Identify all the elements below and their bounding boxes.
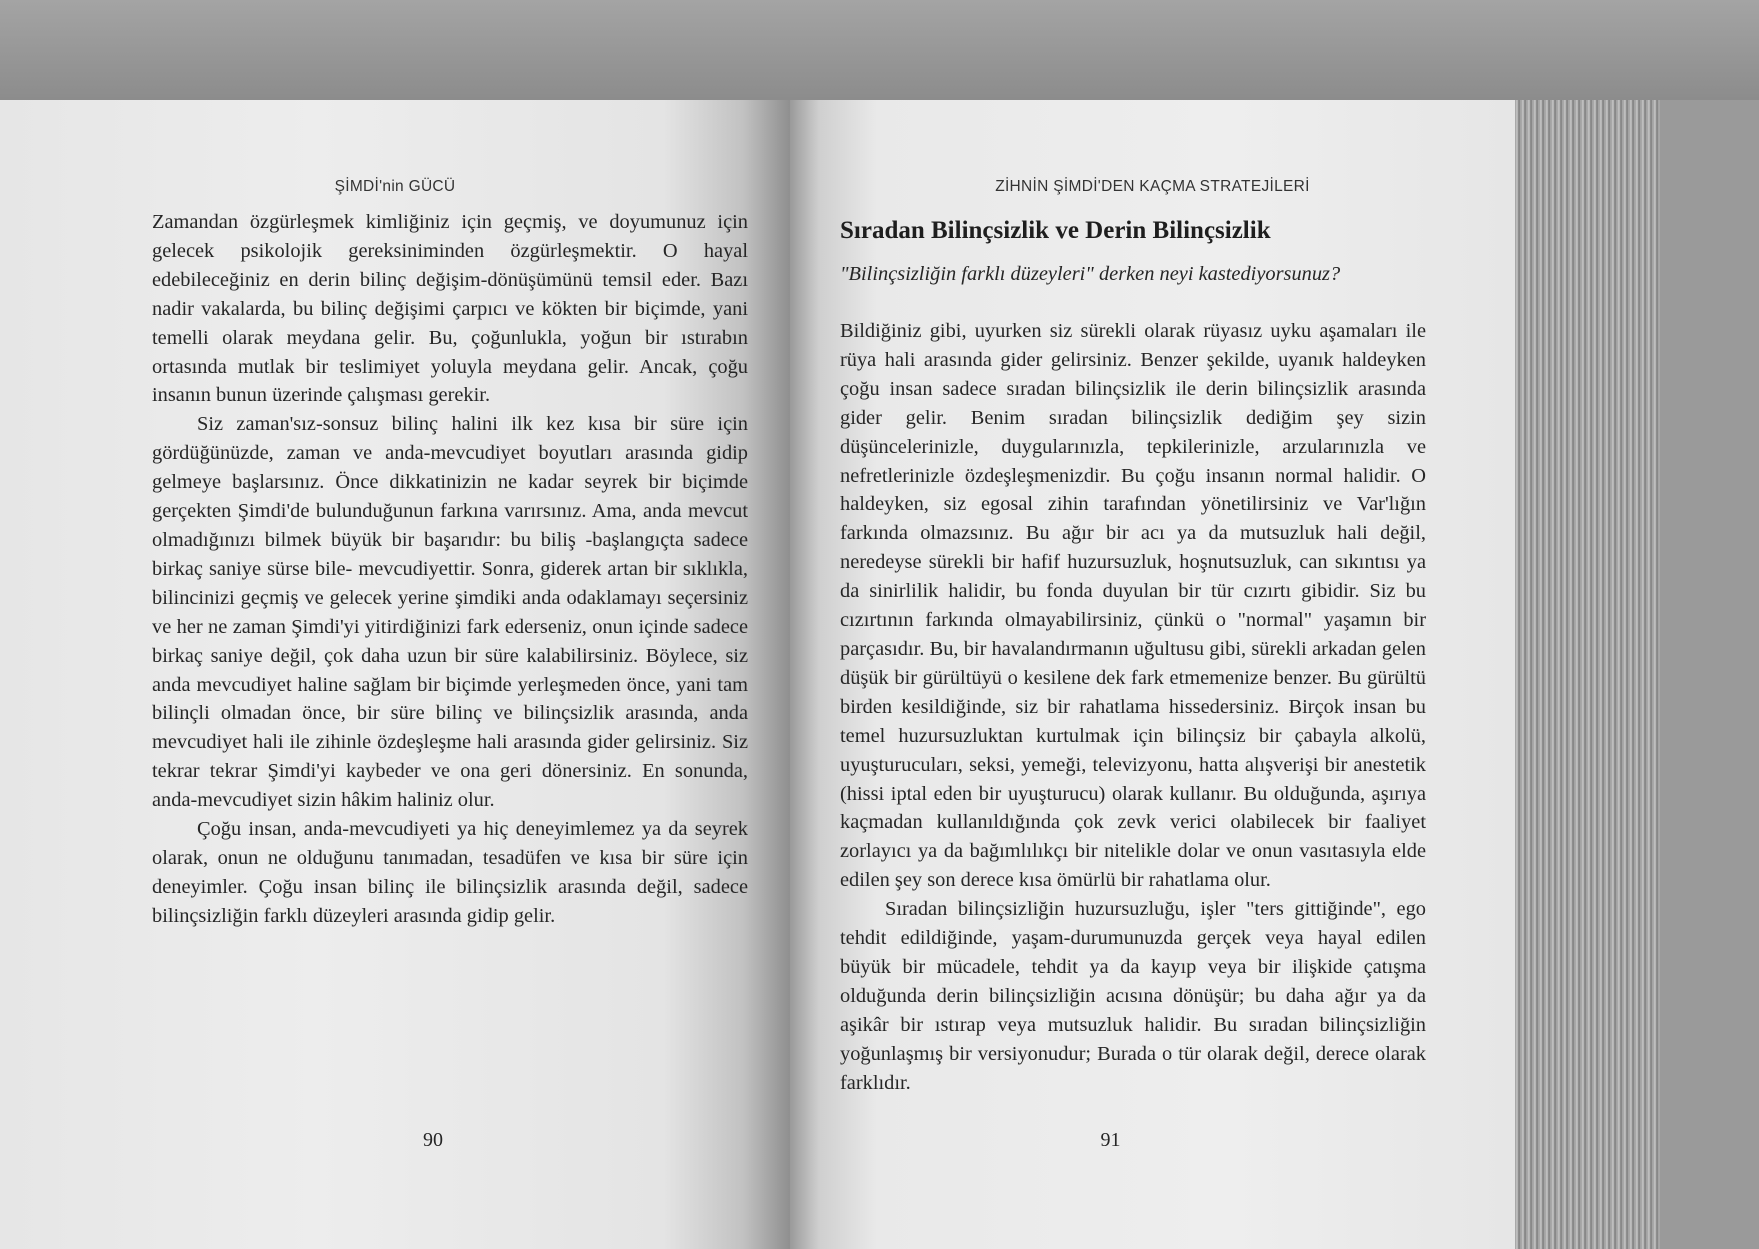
section-title: Sıradan Bilinçsizlik ve Derin Bilinçsizlik xyxy=(840,217,1271,244)
paragraph: Zamandan özgürleşmek kimliğiniz için geçmiş, ve doyumunuz için gelecek psikolojik gereksiniminden özgürleşmektir. O hayal edebileceğiniz en derin bilinç değişim-dönüşümünü temsil eder. Bazı nadir vakalarda, bu bilinç değişimi çarpıcı ve kökten bir biçimde, yani temelli olarak meydana gelir. Bu, çoğunlukla, yoğun bir ıstırabın ortasında mutlak bir teslimiyet yoluyla meydana gelir. Ancak, çoğu insanın bunun üzerinde çalışması gerekir. xyxy=(152,211,748,407)
paragraph: Siz zaman'sız-sonsuz bilinç halini ilk kez kısa bir süre için gördüğünüzde, zaman ve anda-mevcudiyet boyutları arasında gidip gelmeye başlarsınız. Önce dikkatinizin ne kadar seyrek bir biçimde gerçekten Şimdi'de bulunduğunun farkına varırsınız. Ama, anda mevcut olmadığınızı bilmek büyük bir başarıdır: bu biliş -başlangıçta sadece birkaç saniye sürse bile- mevcudiyettir. Sonra, giderek artan bir sıklıkla, bilincinizi geçmiş ve gelecek yerine şimdiki anda odaklamayı seçersiniz ve her ne zaman Şimdi'yi yitirdiğinizi fark ederseniz, onun içinde sadece birkaç saniye değil, çok daha uzun bir süre kalabilirsiniz. Böylece, siz anda mevcudiyet haline sağlam bir biçimde yerleşmeden önce, yani tam bilinçli olmadan önce, bir süre bilinç ve bilinçsizlik arasında, anda mevcudiyet hali ile zihinle özdeşleşme hali arasında gider gelirsiniz. Siz tekrar tekrar Şimdi'yi kaybeder ve ona geri dönersiniz. En sonunda, anda-mevcudiyet sizin hâkim haliniz olur. xyxy=(152,413,748,812)
page-number-left: 90 xyxy=(423,1129,443,1151)
paragraph: Sıradan bilinçsizliğin huzursuzluğu, işler "ters gittiğinde", ego tehdit edildiğinde, yaşam-durumunuzda gerçek veya hayal edilen büyük bir mücadele, tehdit ya da kayıp veya bir ilişkide çatışma olduğunda derin bilinçsizliğin acısına dönüşür; bu daha ağır ya da aşikâr bir ıstırap veya mutsuzluk halidir. Bu sıradan bilinçsizliğin yoğunlaşmış bir versiyonudur; Burada o tür olarak değil, derece olarak farklıdır. xyxy=(840,898,1426,1094)
running-head-left: ŞİMDİ'nin GÜCÜ xyxy=(334,178,456,195)
paragraph: Bildiğiniz gibi, uyurken siz sürekli olarak rüyasız uyku aşamaları ile rüya hali arasında gider gelirsiniz. Benzer şekilde, uyanık haldeyken çoğu insan sadece sıradan bilinçsizlik ile derin bilinçsizlik arasında gider gelir. Benim sıradan bilinçsizlik dediğim şey sizin düşüncelerinizle, duygularınızla, tepkilerinizle, arzularınızla ve nefretlerinizle özdeşleşmenizdir. Bu çoğu insanın normal halidir. O haldeyken, siz egosal zihin tarafından yönetilirsiniz ve Var'lığın farkında olmazsınız. Bu ağır bir acı ya da mutsuzluk hali değil, neredeyse sürekli bir hafif huzursuzluk, hoşnutsuzluk, can sıkıntısı ya da sinirlilik halidir, bu fonda duyulan bir tür cızırtı gibidir. Siz bu cızırtının farkında olmayabilirsiniz, çünkü o "normal" yaşamın bir parçasıdır. Bu, bir havalandırmanın uğultusu gibi, sürekli arkadan gelen düşük bir gürültüyü o kesilene dek fark etmemenize benzer. Bu gürültü birden kesildiğinde, siz bir rahatlama hissedersiniz. Birçok insan bu temel huzursuzluktan kurtulmak için bilinçsiz bir çabayla alkolü, uyuşturucuları, seksi, yemeği, televizyonu, hatta alışverişi bir anestetik (hissi iptal eden bir uyuşturucu) olarak kullanır. Bu olduğunda, aşırıya kaçmadan kullanıldığında çok zevk verici olabilecek bir faaliyet zorlayıcı ya da bağımlılıkçı bir nitelikle dolar ve onun vasıtasıyla elde edilen şey son derece kısa ömürlü bir rahatlama olur. xyxy=(840,320,1426,892)
book-edge-shadow xyxy=(1660,100,1759,1249)
paragraph: Çoğu insan, anda-mevcudiyeti ya hiç deneyimlemez ya da seyrek olarak, onun ne olduğunu tanımadan, tesadüfen ve kısa bir süre için deneyimler. Çoğu insan bilinç ile bilinçsizlik arasında değil, sadece bilinçsizliğin farklı düzeyleri arasında gidip gelir. xyxy=(152,818,748,927)
question-text: "Bilinçsizliğin farklı düzeyleri" derken neyi kastediyorsunuz? xyxy=(840,263,1341,285)
page-number-right: 91 xyxy=(1100,1129,1121,1151)
scan-background xyxy=(0,0,1759,100)
left-page-body xyxy=(152,208,748,931)
running-head-right: ZİHNİN ŞİMDİ'DEN KAÇMA STRATEJİLERİ xyxy=(995,178,1310,195)
right-page xyxy=(790,100,1515,1249)
right-page-body xyxy=(840,317,1426,1097)
left-page xyxy=(0,100,790,1249)
